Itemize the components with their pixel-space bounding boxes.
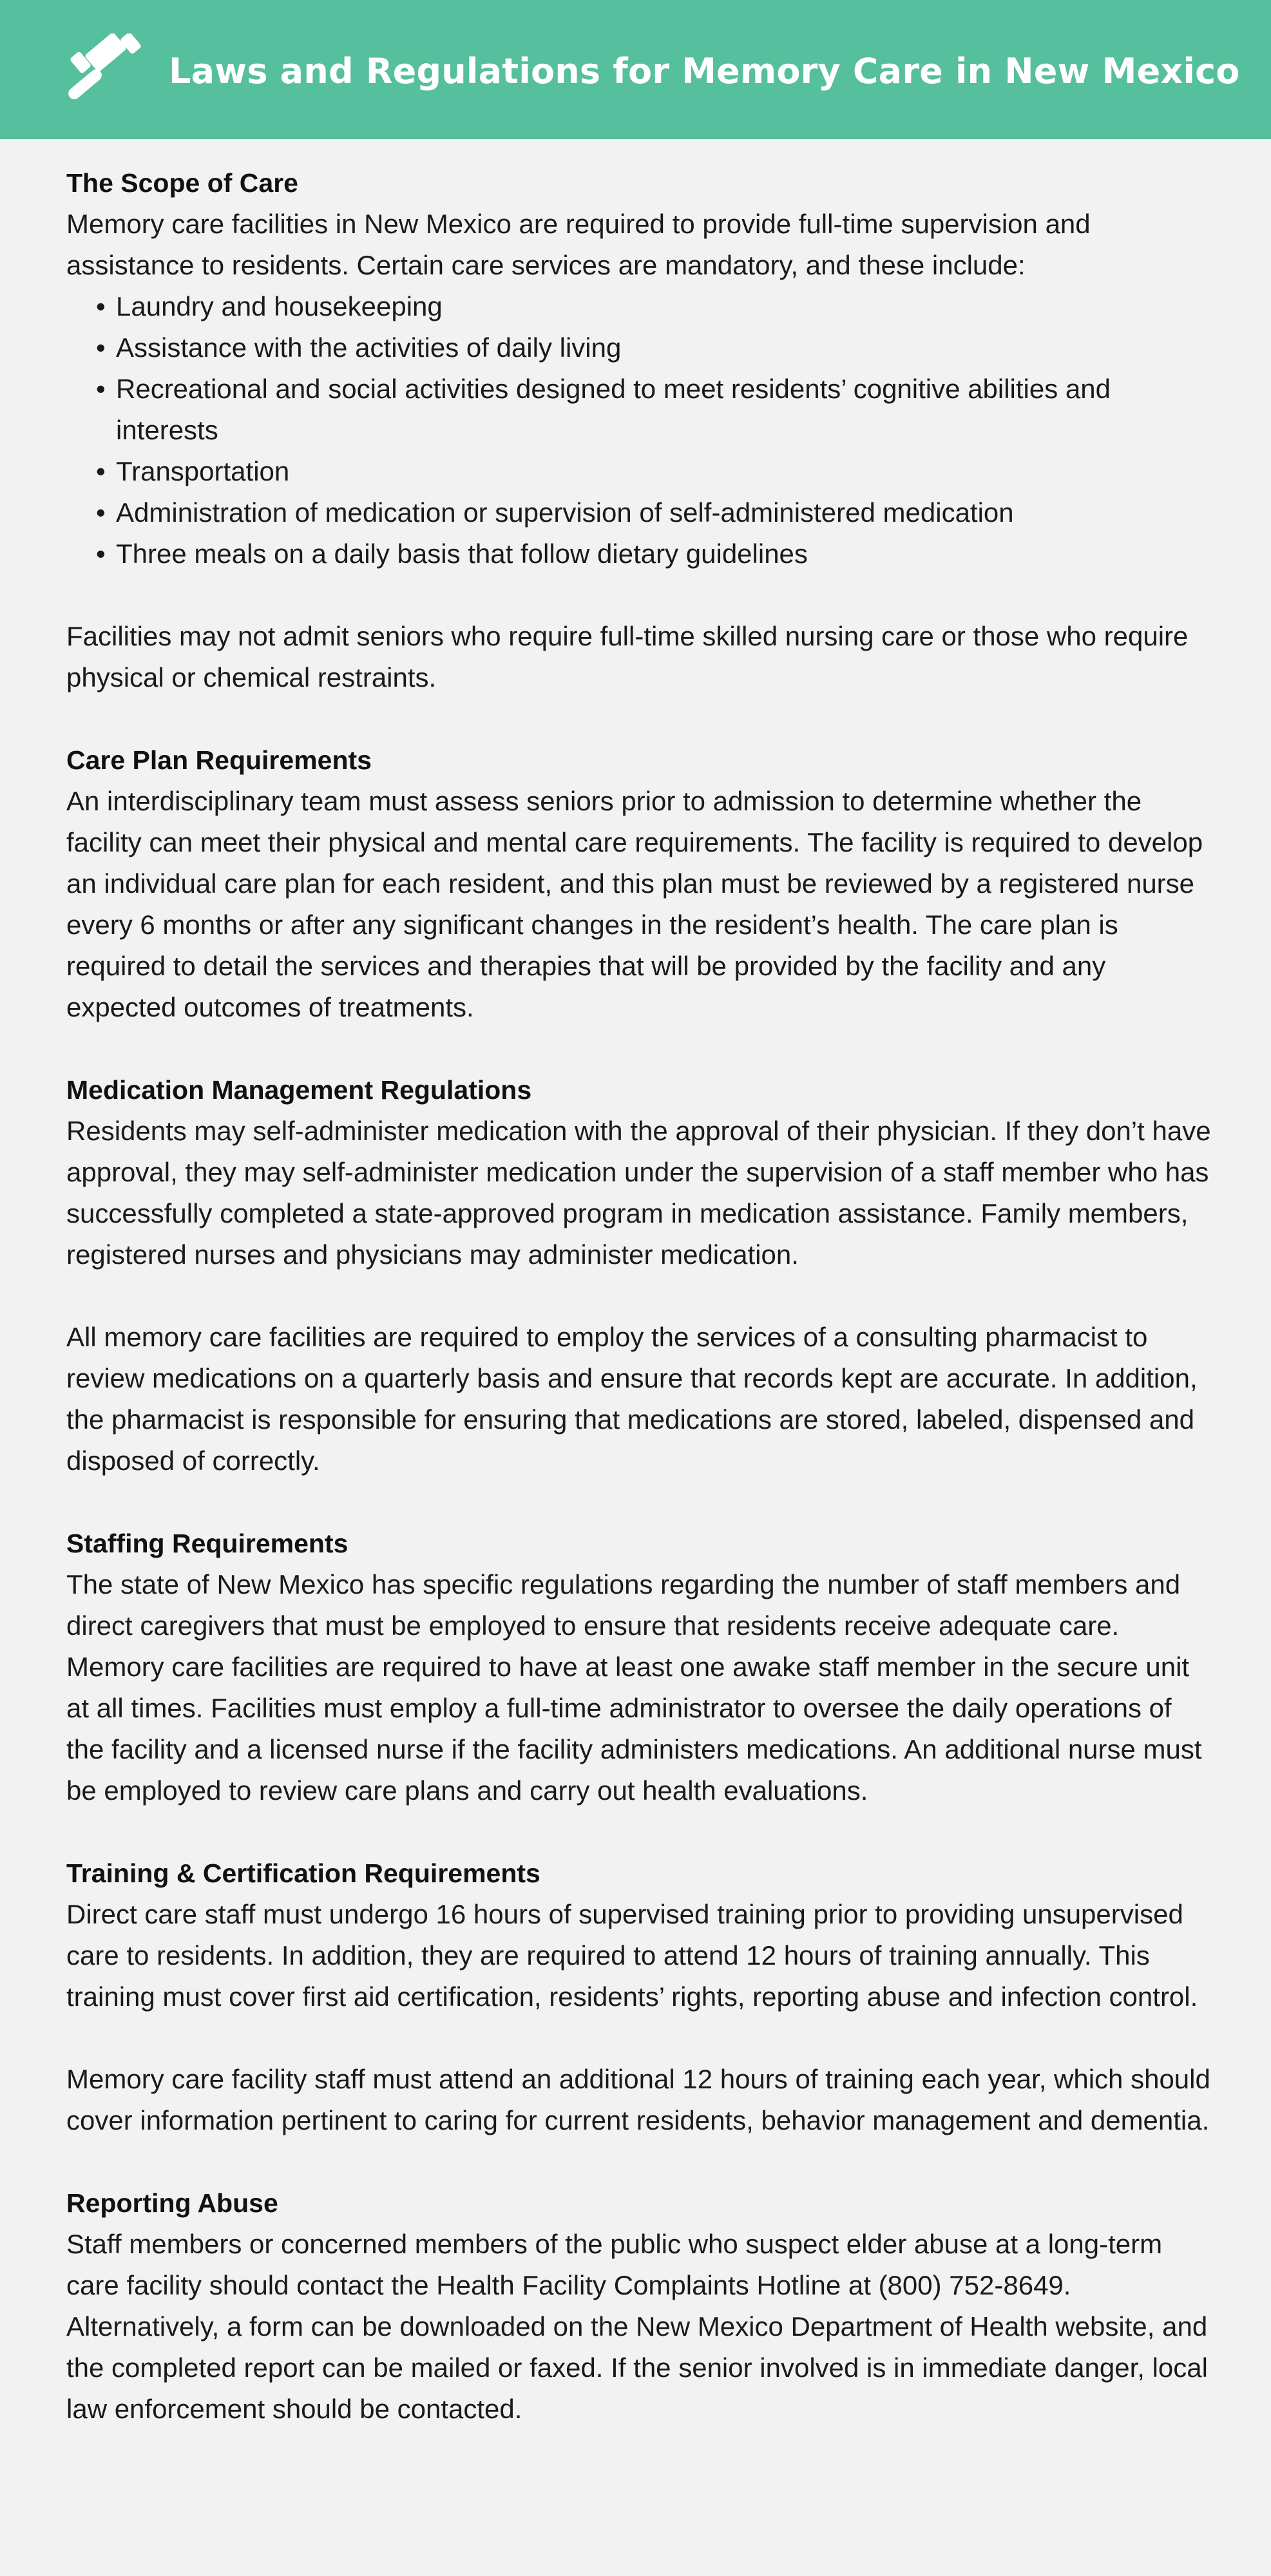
section-heading: Medication Management Regulations xyxy=(66,1075,532,1105)
section-heading: Care Plan Requirements xyxy=(66,745,372,775)
mandatory-services-list xyxy=(66,286,1213,575)
section-paragraph: Memory care facilities in New Mexico are required to provide full-time supervision and assistance to residents. Certain care services are mandatory, and these include: xyxy=(66,209,1091,280)
list-item: • Laundry and housekeeping xyxy=(116,286,1213,327)
section-care-plan xyxy=(66,739,1213,1028)
spacer xyxy=(66,1028,1213,1069)
spacer xyxy=(66,1275,1213,1317)
section-staffing xyxy=(66,1523,1213,1811)
section-heading: Staffing Requirements xyxy=(66,1529,349,1558)
section-paragraph: The state of New Mexico has specific regulations regarding the number of staff members and direct caregivers that must be employed to ensure that residents receive adequate care. Memory care facilities are required to have at least one awake staff member in the secure unit at all times. Facilities must employ a full-time administrator to oversee the daily operations of the facility and a licensed nurse if the facility administers medications. An additional nurse must be employed to review care plans and carry out health evaluations. xyxy=(66,1569,1202,1806)
section-paragraph: Facilities may not admit seniors who require full-time skilled nursing care or those who require physical or chemical restraints. xyxy=(66,621,1189,692)
section-training-certification xyxy=(66,1853,1213,2141)
list-item: • Assistance with the activities of daily living xyxy=(116,327,1213,368)
section-heading: Reporting Abuse xyxy=(66,2188,278,2218)
section-heading: Training & Certification Requirements xyxy=(66,1858,540,1888)
section-reporting-abuse xyxy=(66,2182,1213,2430)
list-item: • Three meals on a daily basis that follow dietary guidelines xyxy=(116,533,1213,575)
article-body xyxy=(66,162,1213,2430)
spacer xyxy=(66,1482,1213,1523)
spacer xyxy=(66,575,1213,616)
spacer xyxy=(66,698,1213,739)
page-header xyxy=(0,0,1271,139)
list-item: • Administration of medication or supervision of self-administered medication xyxy=(116,492,1213,533)
section-paragraph: Residents may self-administer medication with the approval of their physician. If they don’t have approval, they may self-administer medication under the supervision of a staff member who has successfully completed a state-approved program in medication assistance. Family members, registered nurses and physicians may administer medication. xyxy=(66,1116,1211,1270)
page-title: Laws and Regulations for Memory Care in New Mexico xyxy=(169,51,1240,91)
spacer xyxy=(66,2141,1213,2182)
list-item: • Recreational and social activities designed to meet residents’ cognitive abilities and interests xyxy=(116,368,1213,451)
section-scope-of-care xyxy=(66,162,1213,698)
list-item: • Transportation xyxy=(116,451,1213,492)
section-medication-management xyxy=(66,1069,1213,1482)
spacer xyxy=(66,1811,1213,1853)
gavel-icon xyxy=(61,33,145,113)
section-paragraph: Staff members or concerned members of the public who suspect elder abuse at a long-term care facility should contact the Health Facility Complaints Hotline at (800) 752-8649. Alternatively, a form can be downloaded on the New Mexico Department of Health website, and the completed report can be mailed or faxed. If the senior involved is in immediate danger, local law enforcement should be contacted. xyxy=(66,2229,1208,2424)
section-paragraph: An interdisciplinary team must assess seniors prior to admission to determine whether the facility can meet their physical and mental care requirements. The facility is required to develop an individual care plan for each resident, and this plan must be reviewed by a registered nurse every 6 months or after any significant changes in the resident’s health. The care plan is required to detail the services and therapies that will be provided by the facility and any expected outcomes of treatments. xyxy=(66,786,1203,1022)
spacer xyxy=(66,2018,1213,2059)
section-paragraph: All memory care facilities are required to employ the services of a consulting pharmacist to review medications on a quarterly basis and ensure that records kept are accurate. In addition, the pharmacist is responsible for ensuring that medications are stored, labeled, dispensed and disposed of correctly. xyxy=(66,1322,1198,1476)
section-heading: The Scope of Care xyxy=(66,168,298,198)
section-paragraph: Direct care staff must undergo 16 hours of supervised training prior to providing unsupervised care to residents. In addition, they are required to attend 12 hours of training annually. This training must cover first aid certification, residents’ rights, reporting abuse and infection control. xyxy=(66,1899,1198,2012)
section-paragraph: Memory care facility staff must attend an additional 12 hours of training each year, which should cover information pertinent to caring for current residents, behavior management and dementia. xyxy=(66,2064,1210,2135)
